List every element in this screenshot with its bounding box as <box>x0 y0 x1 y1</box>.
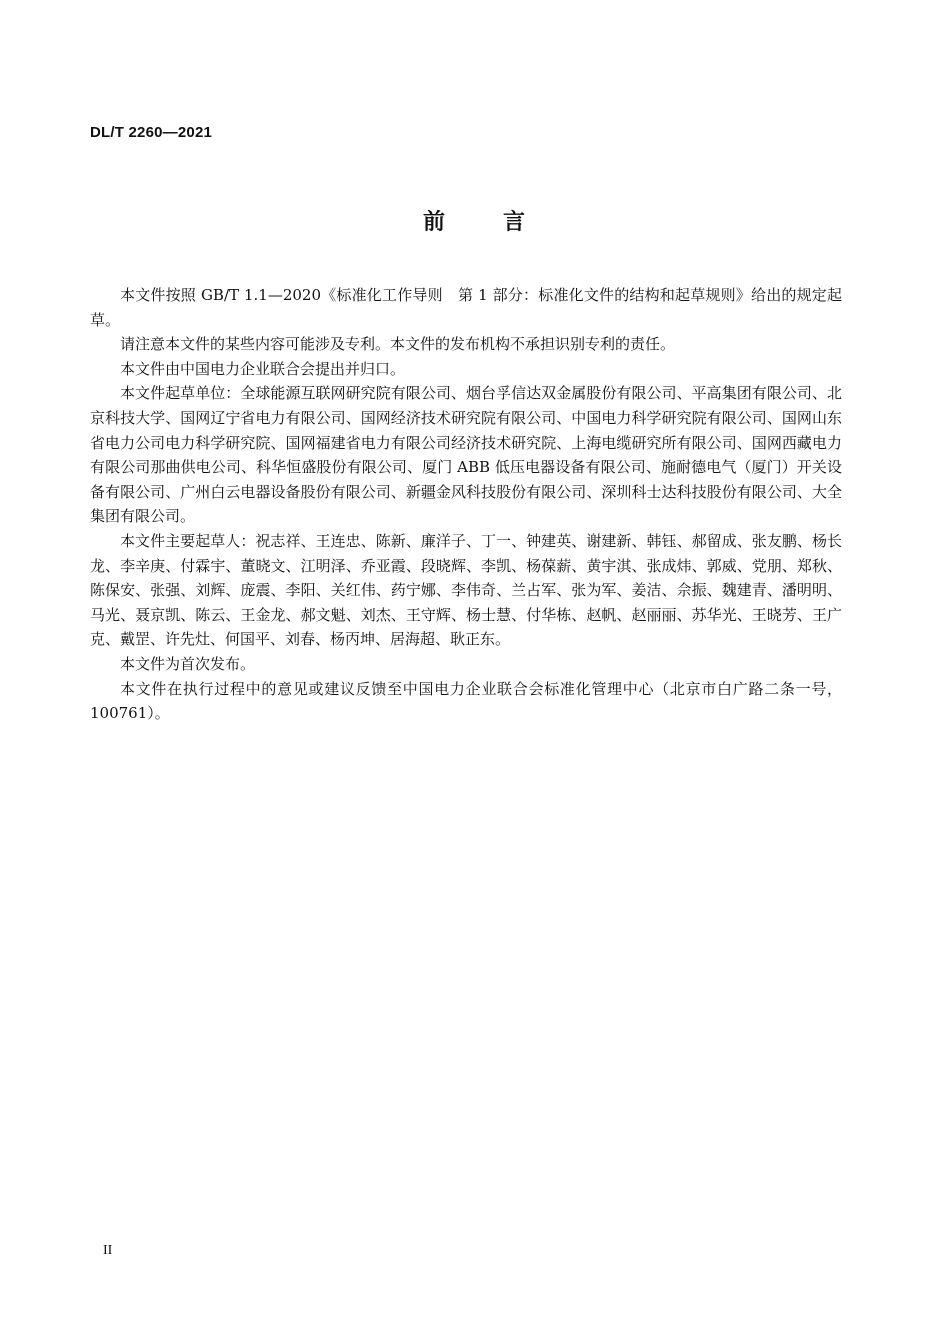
page-title-char-2: 言 <box>503 210 528 235</box>
paragraph-patent-notice: 请注意本文件的某些内容可能涉及专利。本文件的发布机构不承担识别专利的责任。 <box>120 335 676 354</box>
paragraph-feedback: 本文件在执行过程中的意见或建议反馈至中国电力企业联合会标准化管理中心（北京市白广路二条一号，100761）。 <box>90 679 842 723</box>
page-number: II <box>103 1243 113 1258</box>
paragraph-proposer: 本文件由中国电力企业联合会提出并归口。 <box>120 359 406 378</box>
paragraph-drafters: 本文件主要起草人：祝志祥、王连忠、陈新、廉洋子、丁一、钟建英、谢建新、韩钰、郝留成、张友鹏、杨长龙、李辛庚、付霖宇、董晓文、江明泽、乔亚霞、段晓辉、李凯、杨葆薪、黄宇淇、张成炜、郭威、党朋、郑秋、陈保安、张强、刘辉、庞震、李阳、关红伟、药宁娜、李伟奇、兰占军、张为军、姜洁、佘振、魏建青、潘明明、马光、聂京凯、陈云、王金龙、郝文魁、刘杰、王守辉、杨士慧、付华栋、赵帆、赵丽丽、苏华光、王晓芳、王广克、戴罡、许先灶、何国平、刘春、杨丙坤、居海超、耿正东。 <box>90 531 842 649</box>
paragraph-first-release: 本文件为首次发布。 <box>120 654 256 673</box>
paragraph-drafting-units: 本文件起草单位：全球能源互联网研究院有限公司、烟台孚信达双金属股份有限公司、平高集团有限公司、北京科技大学、国网辽宁省电力有限公司、国网经济技术研究院有限公司、中国电力科学研究院有限公司、国网山东省电力公司电力科学研究院、国网福建省电力有限公司经济技术研究院、上海电缆研究所有限公司、国网西藏电力有限公司那曲供电公司、科华恒盛股份有限公司、厦门 ABB 低压电器设备有限公司、施耐德电气（厦门）开关设备有限公司、广州白云电器设备股份有限公司、新疆金风科技股份有限公司、深圳科士达科技股份有限公司、大全集团有限公司。 <box>90 384 842 526</box>
page-title <box>0 205 950 236</box>
page-title-char-1: 前 <box>422 210 447 235</box>
paragraph-drafting-rules: 本文件按照 GB/T 1.1—2020《标准化工作导则 第 1 部分：标准化文件的结构和起草规则》给出的规定起草。 <box>90 286 842 329</box>
foreword-body <box>90 283 842 726</box>
standard-code: DL/T 2260—2021 <box>90 124 213 141</box>
